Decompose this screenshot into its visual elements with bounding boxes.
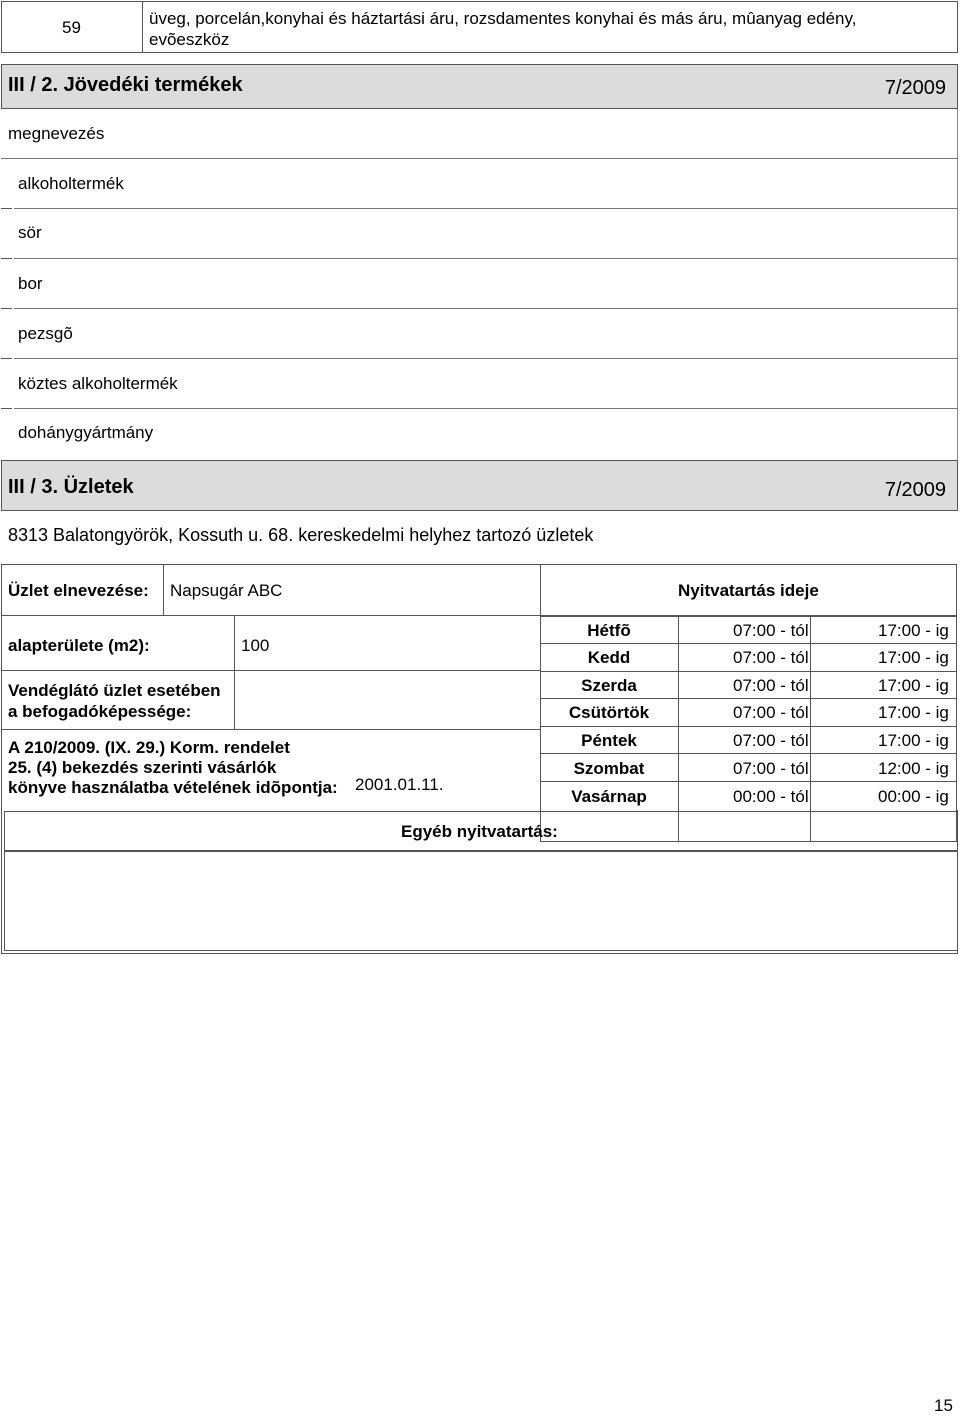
divider	[234, 616, 235, 729]
row-divider	[1, 670, 540, 671]
row-marker	[1, 358, 12, 359]
open-to: 17:00 - ig	[878, 731, 949, 750]
open-from: 07:00 - tól	[733, 648, 809, 667]
register-label-line2: 25. (4) bekezdés szerinti vásárlók	[8, 758, 277, 777]
open-from: 07:00 - tól	[733, 759, 809, 778]
area-value: 100	[241, 636, 270, 655]
day-label: Péntek	[581, 731, 637, 750]
row-divider	[14, 308, 958, 309]
divider	[810, 616, 811, 842]
row-divider	[540, 671, 957, 672]
excise-section-title: III / 2. Jövedéki termékek	[8, 74, 243, 96]
open-to: 12:00 - ig	[878, 759, 949, 778]
excise-item: dohánygyártmány	[18, 423, 154, 442]
row-divider	[1, 729, 540, 730]
excise-item: sör	[18, 223, 42, 242]
open-from: 00:00 - tól	[733, 787, 809, 806]
row-marker	[1, 258, 12, 259]
excise-item: bor	[18, 274, 43, 293]
shops-section-title: III / 3. Üzletek	[8, 476, 134, 498]
page-number: 15	[934, 1396, 953, 1415]
area-label: alapterülete (m2):	[8, 636, 150, 655]
day-label: Szombat	[573, 759, 645, 778]
shops-section-header	[1, 460, 958, 511]
row-divider	[14, 208, 958, 209]
shop-name-label: Üzlet elnevezése:	[8, 581, 149, 600]
row-divider	[14, 258, 958, 259]
open-to: 00:00 - ig	[878, 787, 949, 806]
row-divider	[540, 698, 957, 699]
open-to: 17:00 - ig	[878, 648, 949, 667]
category-description: üveg, porcelán,konyhai és háztartási áru, rozsdamentes konyhai és más áru, mûanyag edény, evõeszköz	[149, 9, 857, 49]
row-divider	[1, 158, 958, 159]
open-to: 17:00 - ig	[878, 676, 949, 695]
shops-section-date: 7/2009	[884, 479, 946, 501]
row-marker	[1, 308, 12, 309]
row-divider	[14, 358, 958, 359]
row-divider	[540, 753, 957, 754]
other-hours-label: Egyéb nyitvatartás:	[401, 822, 558, 841]
divider	[678, 616, 679, 842]
row-divider	[540, 726, 957, 727]
shop-name-value: Napsugár ABC	[170, 581, 283, 600]
other-hours-value-box	[4, 851, 958, 951]
category-code: 59	[62, 18, 81, 37]
row-divider	[14, 408, 958, 409]
row-divider	[540, 643, 957, 644]
open-from: 07:00 - tól	[733, 621, 809, 640]
excise-item: pezsgõ	[18, 324, 73, 343]
open-from: 07:00 - tól	[733, 731, 809, 750]
row-marker	[1, 208, 12, 209]
day-label: Szerda	[581, 676, 637, 695]
day-label: Kedd	[587, 648, 631, 667]
excise-section-date: 7/2009	[884, 77, 946, 99]
excise-item: köztes alkoholtermék	[18, 374, 178, 393]
day-label: Hétfõ	[587, 621, 631, 640]
open-from: 07:00 - tól	[733, 703, 809, 722]
open-from: 07:00 - tól	[733, 676, 809, 695]
shops-address: 8313 Balatongyörök, Kossuth u. 68. kereskedelmi helyhez tartozó üzletek	[8, 525, 594, 545]
register-date-value: 2001.01.11.	[355, 775, 444, 794]
capacity-label: Vendéglátó üzlet esetében a befogadóképessége:	[8, 681, 221, 721]
row-divider	[540, 781, 957, 782]
row-marker	[1, 408, 12, 409]
category-code-divider	[142, 1, 143, 53]
open-to: 17:00 - ig	[878, 703, 949, 722]
day-label: Csütörtök	[568, 703, 650, 722]
divider	[163, 564, 164, 616]
excise-column-header: megnevezés	[8, 124, 105, 143]
register-label-line1: A 210/2009. (IX. 29.) Korm. rendelet	[8, 738, 290, 757]
opening-hours-title: Nyitvatartás ideje	[678, 581, 819, 600]
excise-item: alkoholtermék	[18, 174, 124, 193]
register-label-line3: könyve használatba vételének idõpontja:	[8, 778, 338, 797]
open-to: 17:00 - ig	[878, 621, 949, 640]
day-label: Vasárnap	[571, 787, 647, 806]
